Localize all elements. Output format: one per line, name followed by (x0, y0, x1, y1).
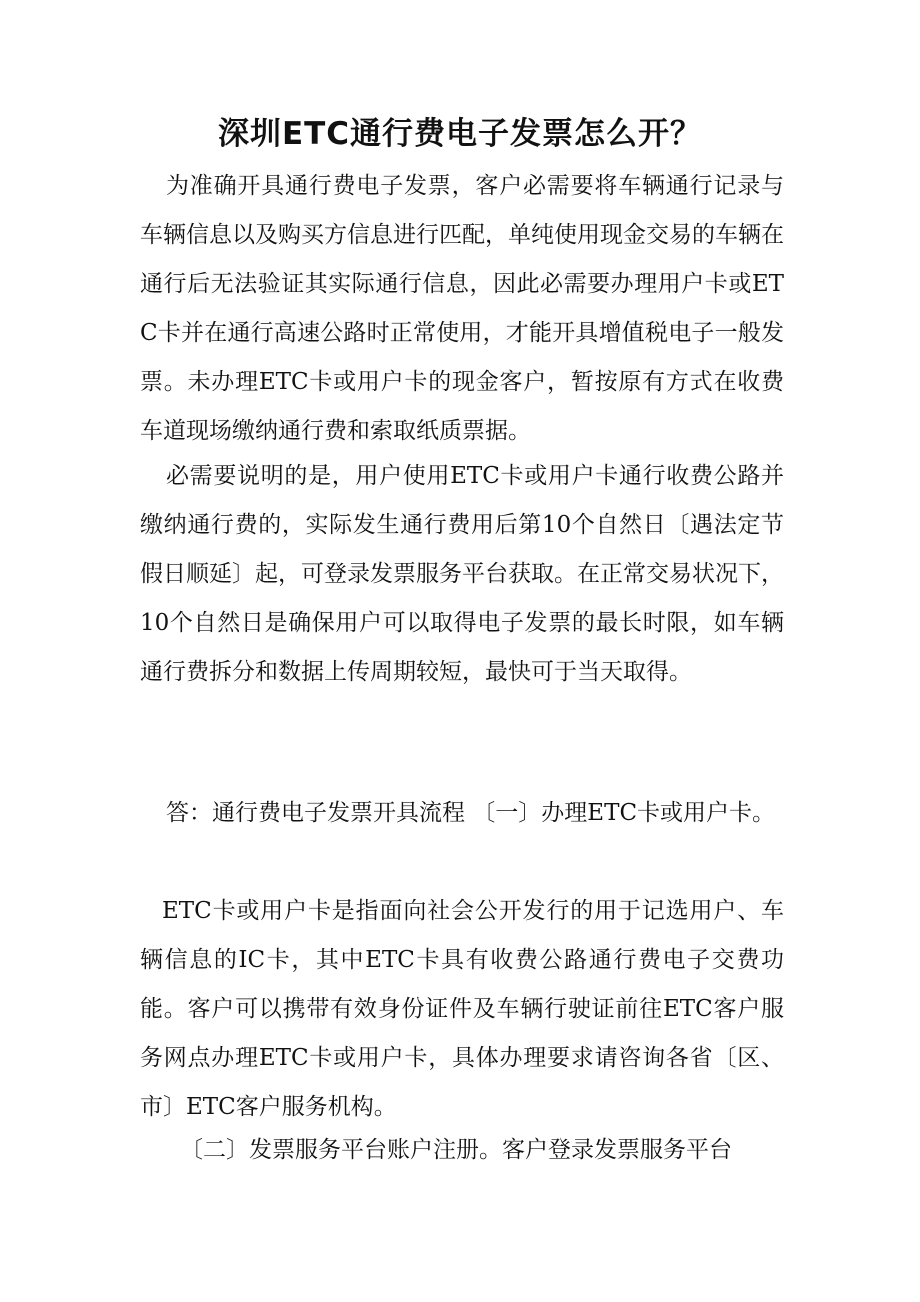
page-title: 深圳ETC通行费电子发票怎么开？ (217, 116, 703, 152)
paragraph-intro: 为准确开具通行费电子发票，客户必需要将车辆通行记录与车辆信息以及购买方信息进行匹配，单纯使用现金交易的车辆在通行后无法验证其实际通行信息，因此必需要办理用户卡或ETC卡并在通行高速公路时正常使用，才能开具增值税电子一般发票。未办理ETC卡或用户卡的现金客户，暂按原有方式在收费车道现场缴纳通行费和索取纸质票据。 (140, 173, 784, 444)
paragraph-process-step-1: 答：通行费电子发票开具流程 〔一〕办理ETC卡或用户卡。 (166, 800, 776, 826)
paragraph-card-description: ETC卡或用户卡是指面向社会公开发行的用于记选用户、车辆信息的IC卡，其中ETC卡具有收费公路通行费电子交费功能。客户可以携带有效身份证件及车辆行驶证前往ETC客户服务网点办理ETC卡或用户卡，具体办理要求请咨询各省〔区、市〕ETC客户服务机构。 (140, 898, 784, 1120)
paragraph-timing-note: 必需要说明的是，用户使用ETC卡或用户卡通行收费公路并缴纳通行费的，实际发生通行费用后第10个自然日〔遇法定节假日顺延〕起，可登录发票服务平台获取。在正常交易状况下，10个自然日是确保用户可以取得电子发票的最长时限，如车辆通行费拆分和数据上传周期较短，最快可于当天取得。 (140, 463, 784, 685)
paragraph-process-step-2: 〔二〕发票服务平台账户注册。客户登录发票服务平台 (180, 1137, 732, 1163)
